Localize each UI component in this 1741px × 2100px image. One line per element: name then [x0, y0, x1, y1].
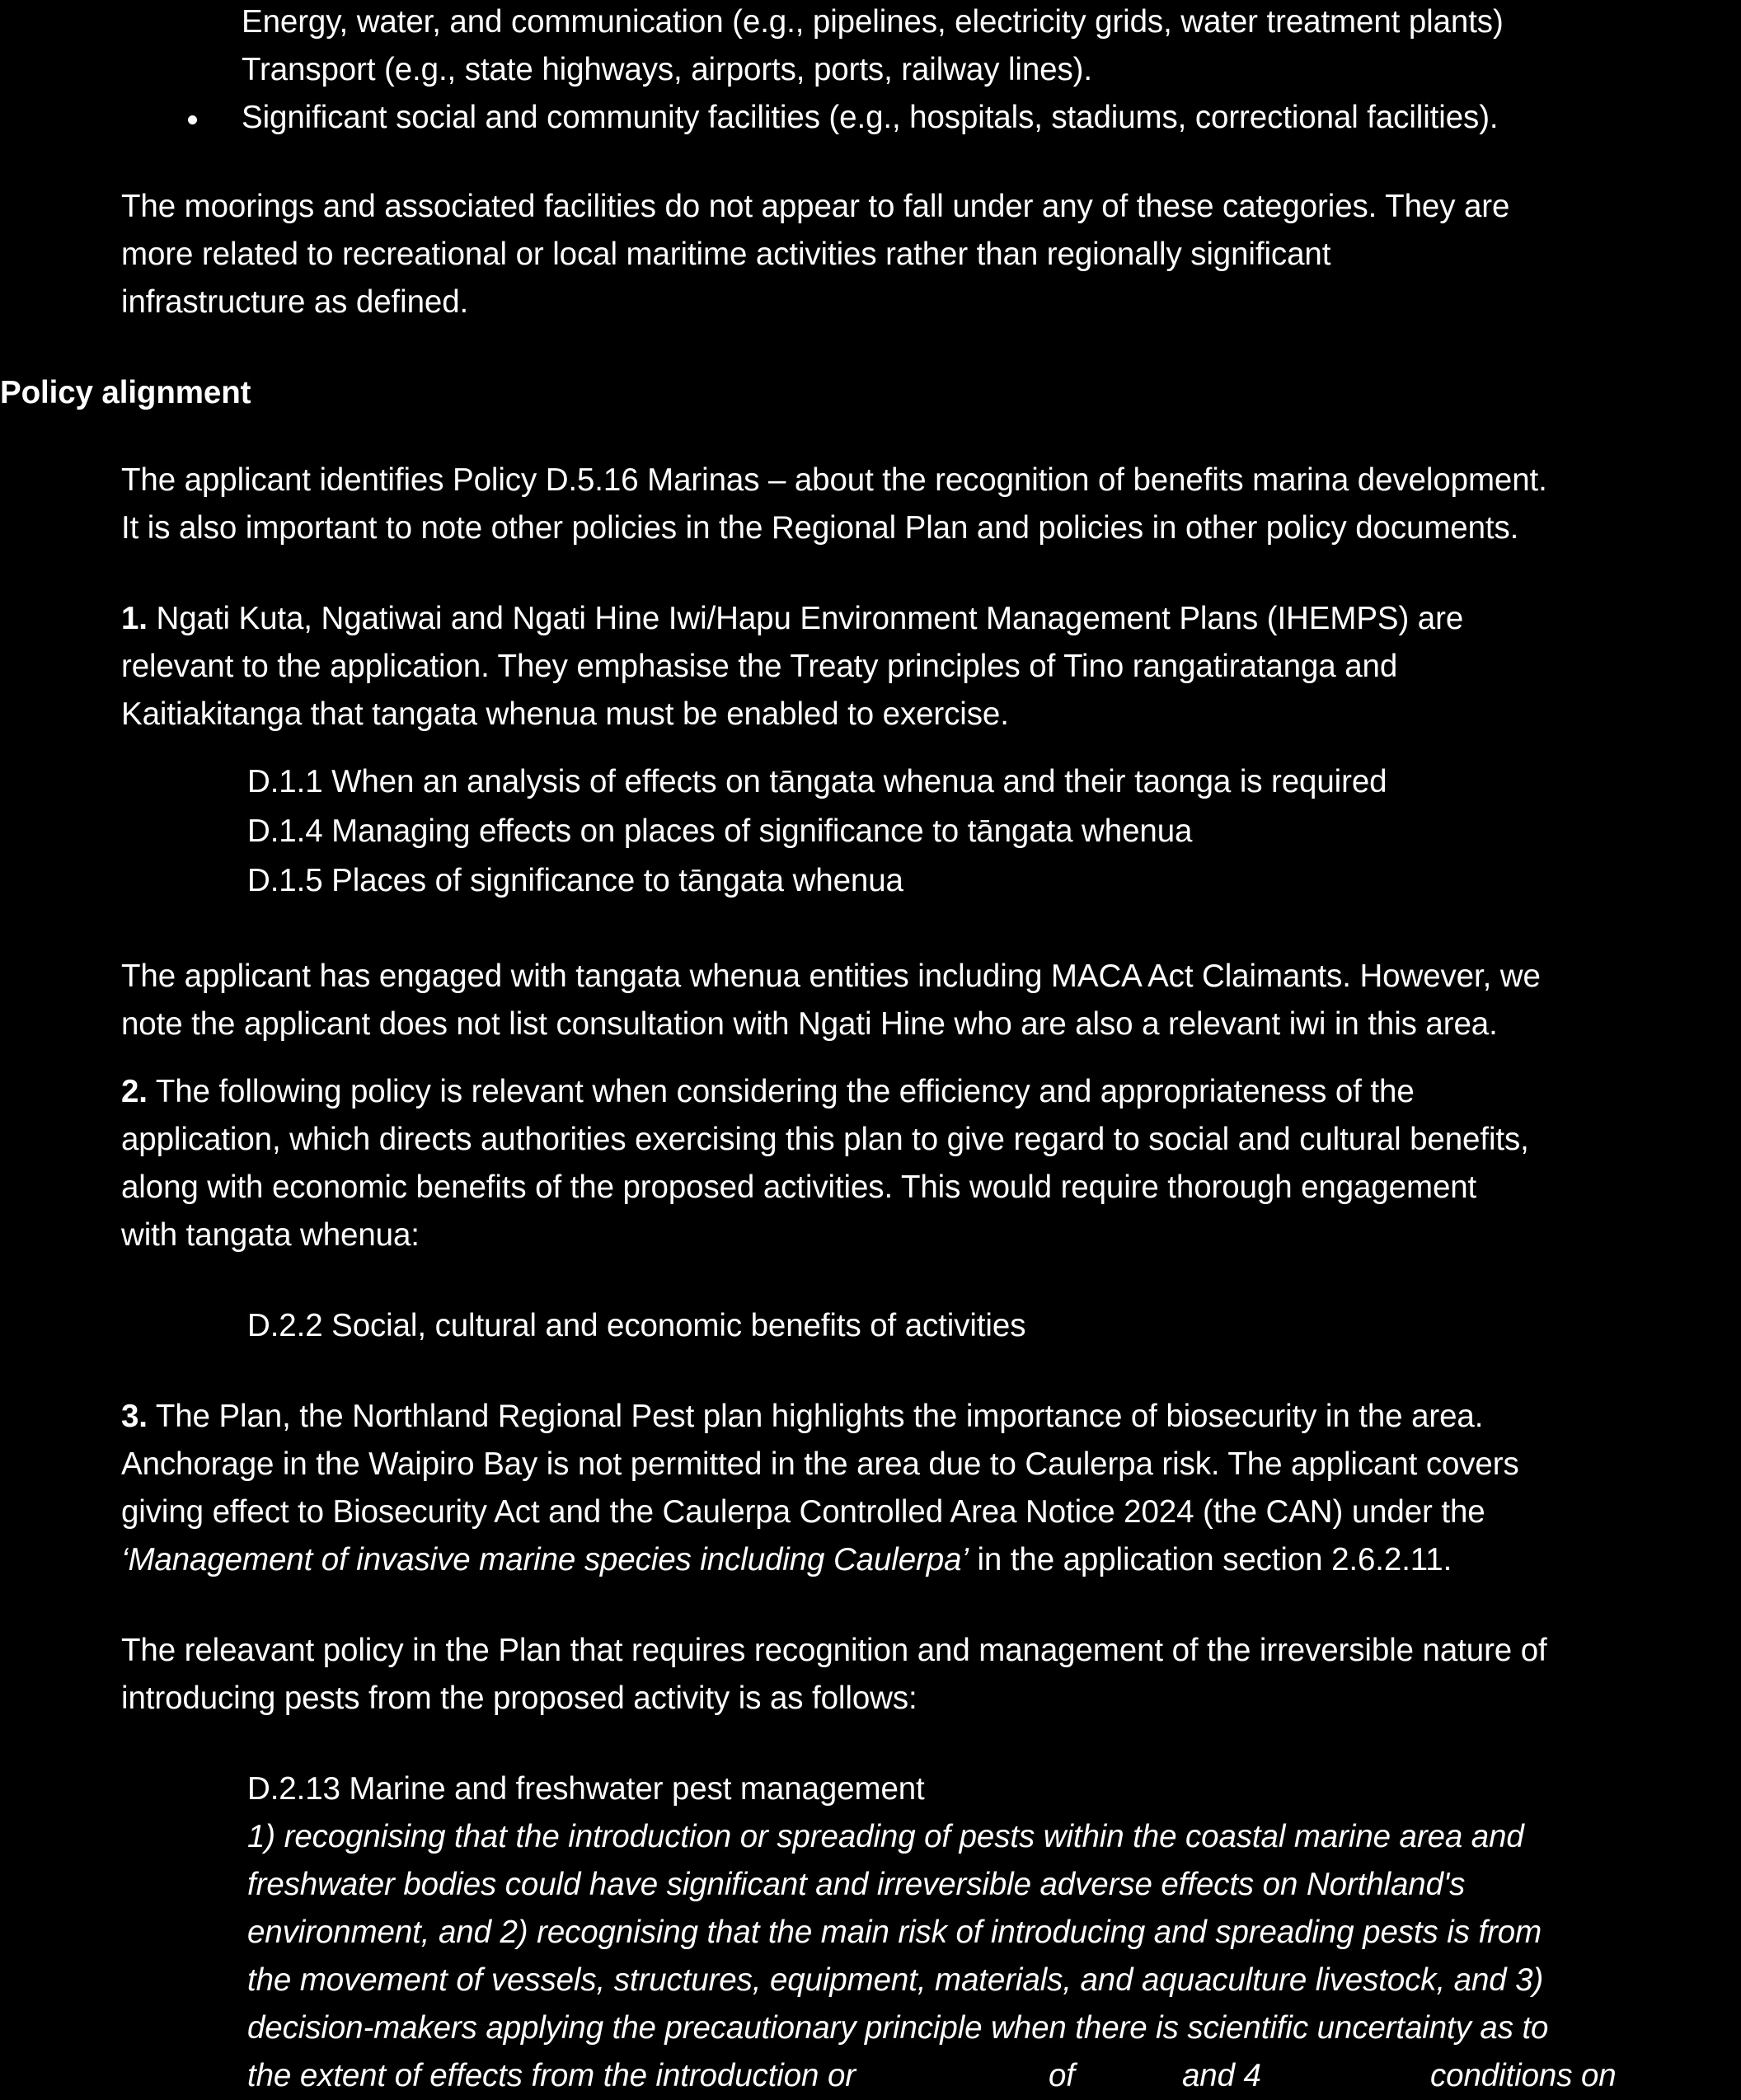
paragraph-line: more related to recreational or local maritime activities rather than regionally significant	[121, 237, 1331, 272]
list-item: Significant social and community facilities (e.g., hospitals, stadiums, correctional facilities).	[242, 100, 1499, 135]
paragraph-line: introducing pests from the proposed activity is as follows:	[121, 1680, 917, 1716]
policy-quote-line-fragment: conditions on	[1430, 2058, 1617, 2093]
bullet-icon	[188, 115, 197, 124]
paragraph-line: It is also important to note other policies in the Regional Plan and policies in other policy documents.	[121, 510, 1519, 546]
paragraph-line: infrastructure as defined.	[121, 284, 469, 320]
policy-reference: D.1.5 Places of significance to tāngata whenua	[247, 863, 903, 898]
policy-quote-line-fragment: of	[1049, 2058, 1075, 2093]
paragraph-line: The applicant identifies Policy D.5.16 Marinas – about the recognition of benefits marina development.	[121, 462, 1547, 498]
point-text: The following policy is relevant when considering the efficiency and appropriateness of the	[147, 1074, 1415, 1109]
point-text: Ngati Kuta, Ngatiwai and Ngati Hine Iwi/Hapu Environment Management Plans (IHEMPS) are	[147, 601, 1464, 636]
paragraph-line: The releavant policy in the Plan that requires recognition and management of the irreversible nature of	[121, 1633, 1547, 1668]
paragraph-text: in the application section 2.6.2.11.	[968, 1542, 1452, 1577]
paragraph-line	[121, 1536, 1452, 1584]
paragraph-line: relevant to the application. They emphasise the Treaty principles of Tino rangatiratanga and	[121, 649, 1398, 684]
policy-quote-line: decision-makers applying the precautionary principle when there is scientific uncertainty as to	[247, 2010, 1549, 2046]
numbered-point-1	[121, 595, 1463, 643]
policy-quote-line-fragment: the extent of effects from the introduction or	[247, 2058, 856, 2093]
paragraph-line: with tangata whenua:	[121, 1217, 420, 1253]
list-item: Transport (e.g., state highways, airports, ports, railway lines).	[242, 52, 1092, 87]
point-text: The Plan, the Northland Regional Pest plan highlights the importance of biosecurity in the area.	[147, 1399, 1484, 1434]
policy-reference: D.1.1 When an analysis of effects on tāngata whenua and their taonga is required	[247, 764, 1387, 799]
policy-quote-line: 1) recognising that the introduction or spreading of pests within the coastal marine area and	[247, 1819, 1524, 1854]
paragraph-line: The moorings and associated facilities do not appear to fall under any of these categories. They are	[121, 189, 1510, 224]
section-heading: Policy alignment	[0, 375, 251, 410]
policy-quote-line: environment, and 2) recognising that the main risk of introducing and spreading pests is from	[247, 1915, 1542, 1950]
paragraph-line: Kaitiakitanga that tangata whenua must be enabled to exercise.	[121, 696, 1009, 732]
policy-quote-line: freshwater bodies could have significant and irreversible adverse effects on Northland's	[247, 1867, 1466, 1902]
paragraph-line: note the applicant does not list consultation with Ngati Hine who are also a relevant iwi in this area.	[121, 1006, 1498, 1042]
paragraph-line: giving effect to Biosecurity Act and the Caulerpa Controlled Area Notice 2024 (the CAN) under the	[121, 1494, 1485, 1530]
policy-reference: D.1.4 Managing effects on places of significance to tāngata whenua	[247, 813, 1193, 849]
list-item: Energy, water, and communication (e.g., pipelines, electricity grids, water treatment plants)	[242, 4, 1504, 40]
numbered-point-3	[121, 1393, 1483, 1441]
policy-reference: D.2.13 Marine and freshwater pest management	[247, 1771, 925, 1807]
point-number: 2.	[121, 1074, 148, 1109]
paragraph-line: The applicant has engaged with tangata whenua entities including MACA Act Claimants. However, we	[121, 959, 1541, 994]
paragraph-line: along with economic benefits of the proposed activities. This would require thorough engagement	[121, 1170, 1477, 1205]
italic-reference: ‘Management of invasive marine species including Caulerpa’	[121, 1542, 969, 1577]
paragraph-line: application, which directs authorities exercising this plan to give regard to social and cultural benefits,	[121, 1122, 1529, 1157]
policy-quote-line-fragment: and 4	[1182, 2058, 1261, 2093]
paragraph-line: Anchorage in the Waipiro Bay is not permitted in the area due to Caulerpa risk. The applicant covers	[121, 1446, 1519, 1482]
numbered-point-2	[121, 1068, 1415, 1116]
policy-quote-line: the movement of vessels, structures, equipment, materials, and aquaculture livestock, and 3)	[247, 1962, 1544, 1998]
policy-reference: D.2.2 Social, cultural and economic benefits of activities	[247, 1308, 1026, 1343]
point-number: 1.	[121, 601, 148, 636]
point-number: 3.	[121, 1399, 148, 1434]
